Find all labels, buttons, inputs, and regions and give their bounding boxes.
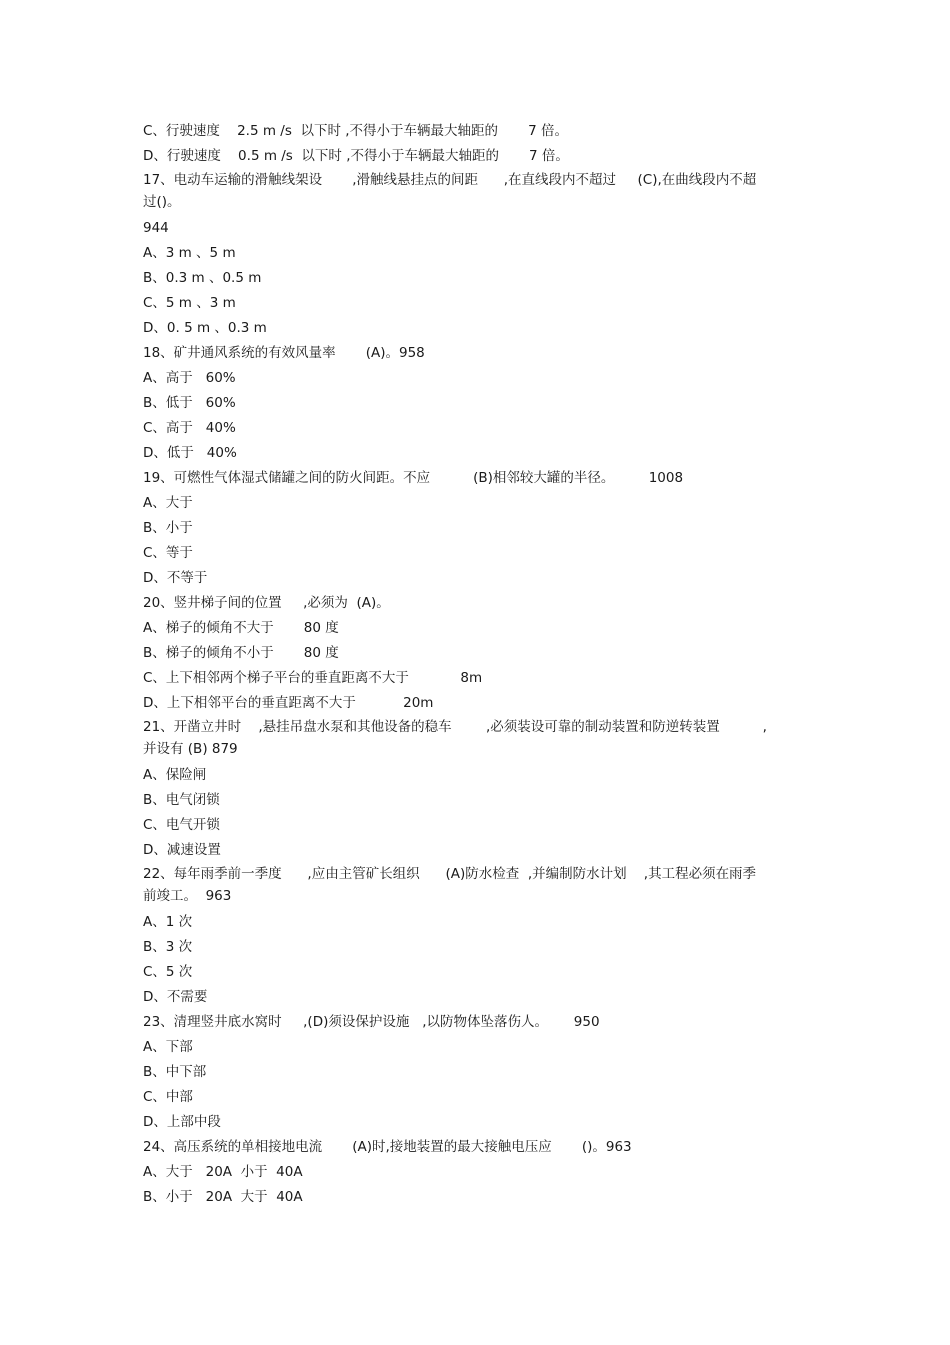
answer-option: A、大于 20A 小于 40A bbox=[143, 1164, 303, 1180]
question-text: 18、矿井通风系统的有效风量率 (A)。958 bbox=[143, 345, 425, 361]
answer-option: A、高于 60% bbox=[143, 370, 236, 386]
answer-option: B、小于 bbox=[143, 520, 193, 536]
answer-option: C、高于 40% bbox=[143, 420, 236, 436]
answer-option: C、中部 bbox=[143, 1089, 193, 1105]
answer-option: D、上下相邻平台的垂直距离不大于 20m bbox=[143, 695, 434, 711]
answer-option: A、1 次 bbox=[143, 914, 193, 930]
question-text: 并设有 (B) 879 bbox=[143, 741, 238, 757]
answer-option: D、低于 40% bbox=[143, 445, 237, 461]
question-text: 23、清理竖井底水窝时 ,(D)须设保护设施 ,以防物体坠落伤人。 950 bbox=[143, 1014, 600, 1030]
answer-option: A、3 m 、5 m bbox=[143, 245, 236, 261]
page-note: 944 bbox=[143, 220, 169, 236]
answer-option: C、5 m 、3 m bbox=[143, 295, 236, 311]
question-text: 22、每年雨季前一季度 ,应由主管矿长组织 (A)防水检查 ,并编制防水计划 ,其工程必须在雨季 bbox=[143, 866, 757, 882]
answer-option: B、电气闭锁 bbox=[143, 792, 220, 808]
answer-option: B、低于 60% bbox=[143, 395, 236, 411]
answer-option: C、行驶速度 2.5 m /s 以下时 ,不得小于车辆最大轴距的 7 倍。 bbox=[143, 123, 568, 139]
answer-option: C、电气开锁 bbox=[143, 817, 220, 833]
answer-option: A、下部 bbox=[143, 1039, 193, 1055]
answer-option: B、小于 20A 大于 40A bbox=[143, 1189, 303, 1205]
answer-option: D、上部中段 bbox=[143, 1114, 221, 1130]
answer-option: A、大于 bbox=[143, 495, 193, 511]
answer-option: D、0. 5 m 、0.3 m bbox=[143, 320, 267, 336]
answer-option: D、不需要 bbox=[143, 989, 208, 1005]
answer-option: C、等于 bbox=[143, 545, 193, 561]
answer-option: B、3 次 bbox=[143, 939, 193, 955]
question-text: 过()。 bbox=[143, 194, 181, 210]
answer-option: B、中下部 bbox=[143, 1064, 207, 1080]
document-body bbox=[143, 119, 823, 1210]
answer-option: D、不等于 bbox=[143, 570, 208, 586]
answer-option: A、梯子的倾角不大于 80 度 bbox=[143, 620, 339, 636]
answer-option: B、0.3 m 、0.5 m bbox=[143, 270, 262, 286]
question-text: 24、高压系统的单相接地电流 (A)时,接地装置的最大接触电压应 ()。963 bbox=[143, 1139, 632, 1155]
question-text: 19、可燃性气体湿式储罐之间的防火间距。不应 (B)相邻较大罐的半径。 1008 bbox=[143, 470, 684, 486]
answer-option: D、减速设置 bbox=[143, 842, 221, 858]
answer-option: C、上下相邻两个梯子平台的垂直距离不大于 8m bbox=[143, 670, 483, 686]
answer-option: B、梯子的倾角不小于 80 度 bbox=[143, 645, 339, 661]
answer-option: A、保险闸 bbox=[143, 767, 207, 783]
answer-option: D、行驶速度 0.5 m /s 以下时 ,不得小于车辆最大轴距的 7 倍。 bbox=[143, 148, 569, 164]
question-text: 前竣工。 963 bbox=[143, 888, 232, 904]
question-text: 21、开凿立井时 ,悬挂吊盘水泵和其他设备的稳车 ,必须装设可靠的制动装置和防逆转装置 , bbox=[143, 719, 767, 735]
question-text: 20、竖井梯子间的位置 ,必须为 (A)。 bbox=[143, 595, 390, 611]
question-text: 17、电动车运输的滑触线架设 ,滑触线悬挂点的间距 ,在直线段内不超过 (C),在曲线段内不超 bbox=[143, 172, 757, 188]
answer-option: C、5 次 bbox=[143, 964, 193, 980]
